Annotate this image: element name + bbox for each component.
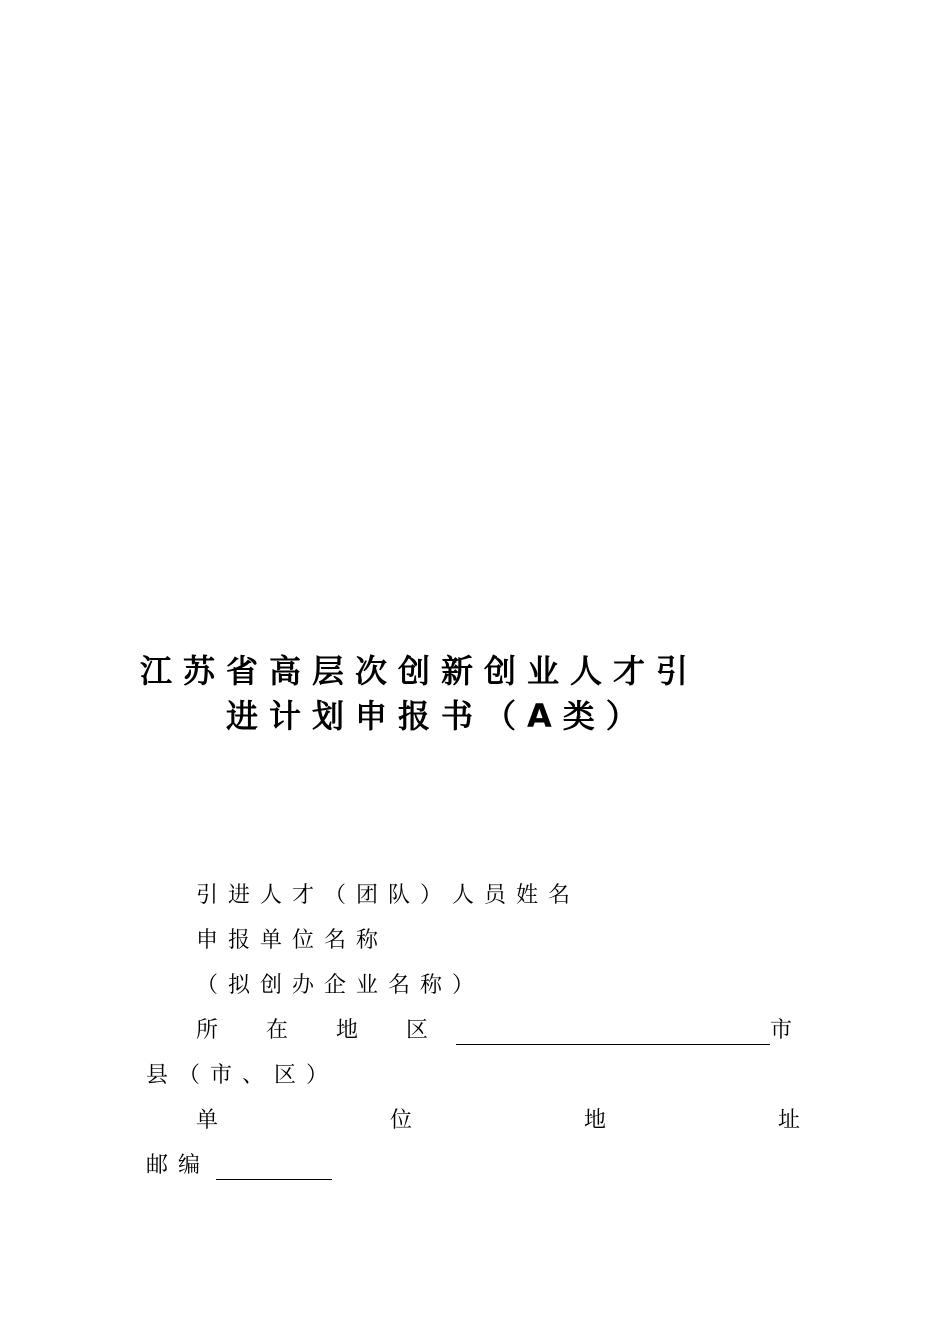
region-label-char: 地	[335, 1018, 358, 1043]
unit-name-label: 申报单位名称	[196, 928, 389, 953]
document-title-line-2: 进计划申报书（A类）	[226, 697, 649, 735]
region-suffix: 市	[770, 1018, 793, 1043]
region-label-char: 在	[265, 1018, 288, 1043]
address-label-char: 址	[777, 1108, 800, 1133]
county-label: 县（市、区）	[146, 1063, 339, 1088]
region-label-char: 区	[405, 1018, 428, 1043]
address-field	[196, 1107, 800, 1135]
zip-input-line[interactable]	[216, 1157, 332, 1180]
address-label-char: 位	[389, 1108, 412, 1133]
address-label-char: 单	[196, 1108, 219, 1133]
talent-name-label: 引进人才（团队）人员姓名	[196, 883, 581, 908]
region-input-line[interactable]	[456, 1022, 770, 1045]
zip-field	[146, 1152, 332, 1180]
address-label-char: 地	[583, 1108, 606, 1133]
region-label	[196, 1017, 442, 1045]
region-label-char: 所	[196, 1018, 219, 1043]
zip-label: 邮编	[146, 1153, 211, 1178]
region-field	[196, 1017, 800, 1045]
company-name-label: （拟创办企业名称）	[196, 973, 485, 998]
document-title-line-1: 江苏省高层次创新创业人才引	[140, 652, 700, 690]
